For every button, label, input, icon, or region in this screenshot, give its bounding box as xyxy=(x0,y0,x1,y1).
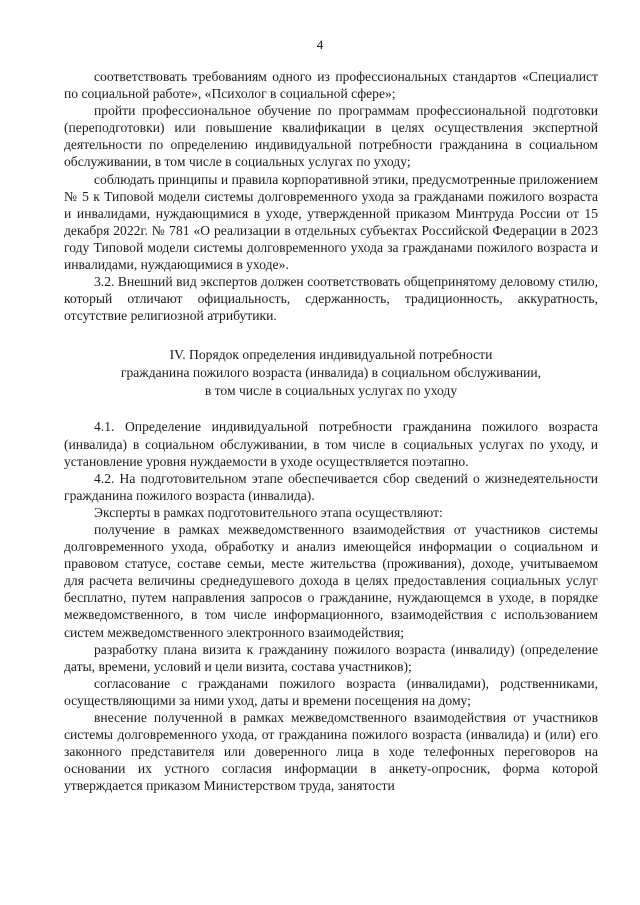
paragraph: Эксперты в рамках подготовительного этапа осуществляют: xyxy=(94,504,443,520)
document-body xyxy=(64,68,598,794)
section-heading-line: гражданина пожилого возраста (инвалида) в социальном обслуживании, xyxy=(120,365,542,381)
paragraph: 4.1. Определение индивидуальной потребности гражданина пожилого возраста (инвалида) в социальном обслуживании, в том числе в социальных услугах по уходу, и установление уровня нуждаемости в уходе осуществляется поэтапно. xyxy=(64,419,598,469)
page-number: 4 xyxy=(316,37,324,52)
paragraph: соответствовать требованиям одного из профессиональных стандартов «Специалист по социальной работе», «Психолог в социальной сфере»; xyxy=(64,69,598,102)
section-heading-line: IV. Порядок определения индивидуальной потребности xyxy=(169,347,493,363)
section-heading xyxy=(64,346,598,400)
paragraph: соблюдать принципы и правила корпоративной этики, предусмотренные приложением № 5 к Типовой модели системы долговременного ухода за гражданами пожилого возраста и инвалидами, нуждающимися в уходе, утвержденной приказом Минтруда России от 15 декабря 2022г. № 781 «О реализации в отдельных субъектах Российской Федерации в 2023 году Типовой модели системы долговременного ухода за гражданами пожилого возраста и инвалидами, нуждающимися в уходе». xyxy=(64,171,598,273)
paragraph: 3.2. Внешний вид экспертов должен соответствовать общепринятому деловому стилю, который отличают официальность, сдержанность, традиционность, аккуратность, отсутствие религиозной атрибутики. xyxy=(64,274,598,324)
paragraph: разработку плана визита к гражданину пожилого возраста (инвалиду) (определение даты, времени, условий и цели визита, состава участников); xyxy=(64,641,598,674)
paragraph: получение в рамках межведомственного взаимодействия от участников системы долговременного ухода, обработку и анализ имеющейся информации о социальном и правовом статусе, составе семьи, месте жительства (проживания), доходе, учитываемом для расчета величины среднедушевого дохода в целях предоставления социальных услуг бесплатно, путем направления запросов о гражданине, нуждающемся в уходе, в порядке межведомственного, в том числе информационного, взаимодействия с использованием систем межведомственного электронного взаимодействия; xyxy=(64,521,598,640)
paragraph: пройти профессиональное обучение по программам профессиональной подготовки (переподготовки) или повышение квалификации в целях осуществления экспертной деятельности по определению индивидуальной потребности гражданина в социальном обслуживании, в том числе в социальных услугах по уходу; xyxy=(64,103,598,170)
paragraph: 4.2. На подготовительном этапе обеспечивается сбор сведений о жизнедеятельности гражданина пожилого возраста (инвалида). xyxy=(64,470,598,503)
paragraph: внесение полученной в рамках межведомственного взаимодействия от участников системы долговременного ухода, от гражданина пожилого возраста (инвалида) и (или) его законного представителя или доверенного лица в ходе телефонных переговоров на основании их устного согласия информации в анкету-опросник, форма которой утверждается приказом Министерством труда, занятости xyxy=(64,710,598,794)
paragraph: согласование с гражданами пожилого возраста (инвалидами), родственниками, осуществляющими за ними уход, даты и времени посещения на дому; xyxy=(64,675,598,708)
section-heading-line: в том числе в социальных услугах по уходу xyxy=(204,383,458,399)
